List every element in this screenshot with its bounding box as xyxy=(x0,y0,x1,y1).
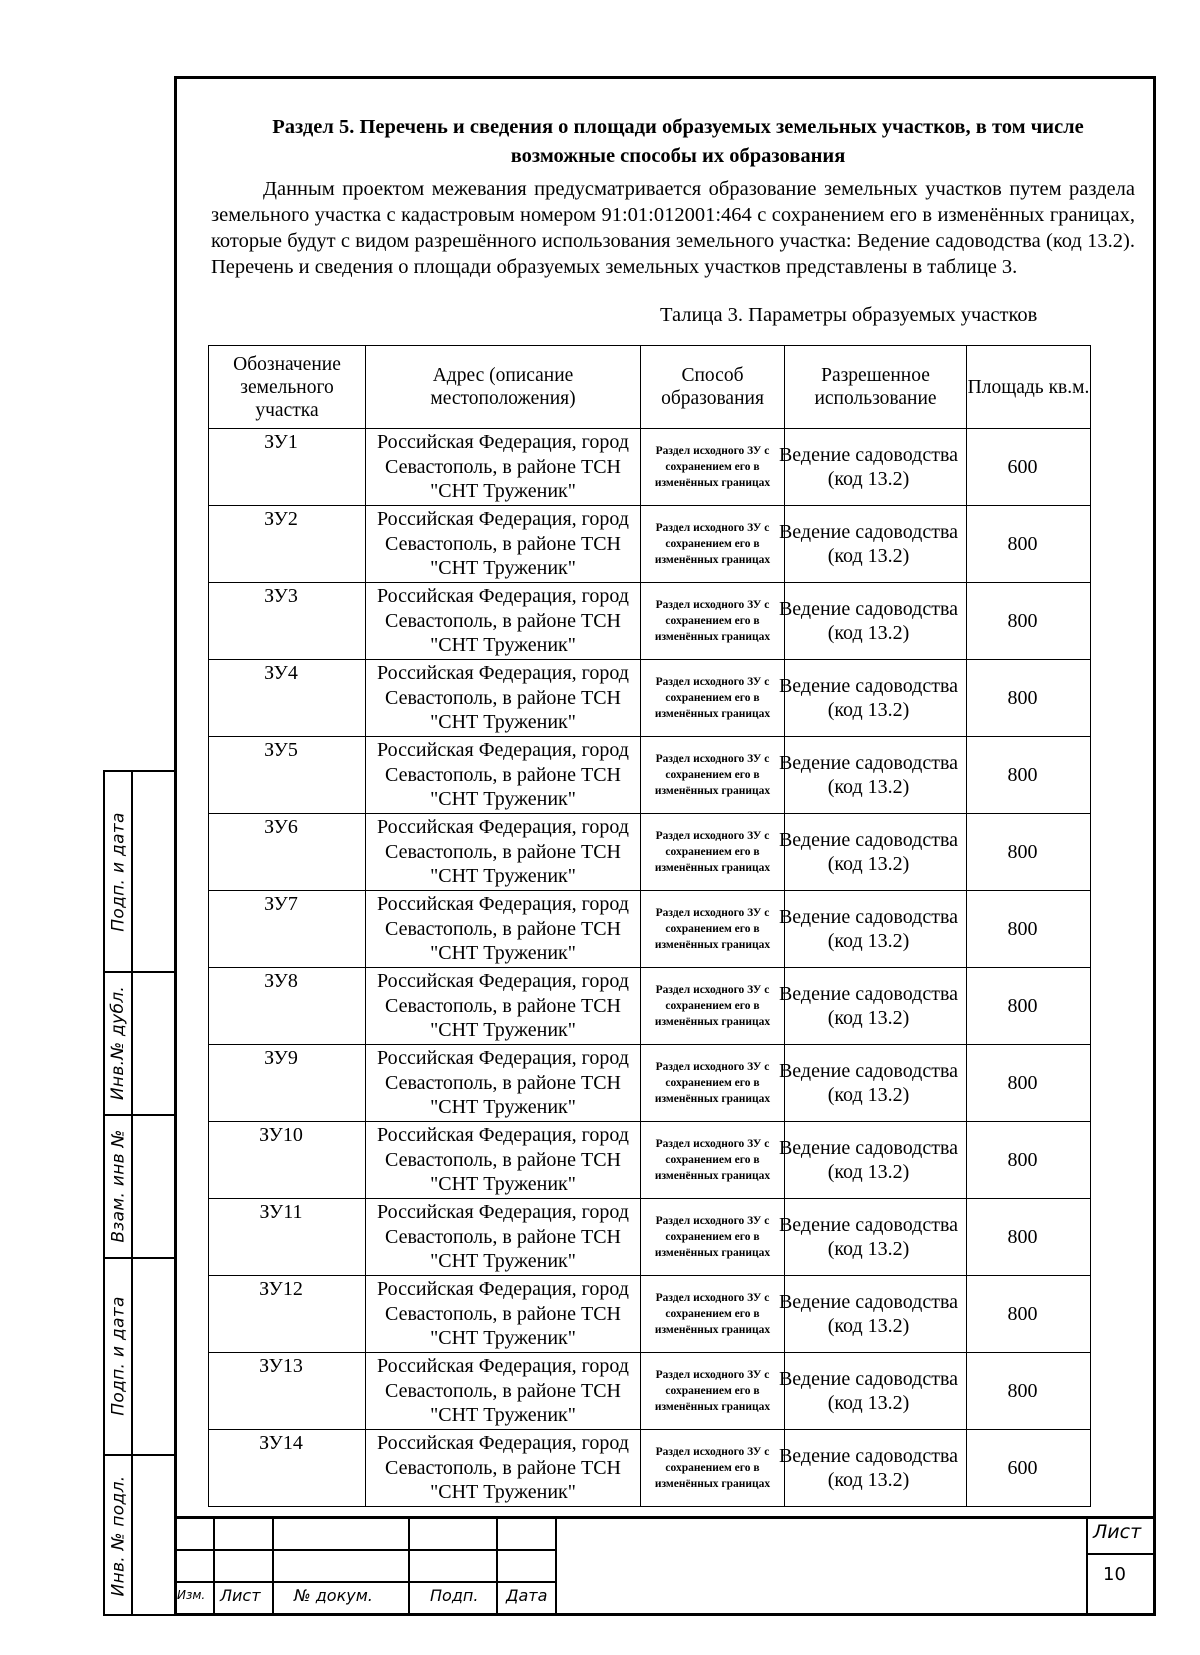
cell-address: Российская Федерация, город Севастополь, в районе ТСН "СНТ Труженик" xyxy=(366,583,641,660)
cell-method: Раздел исходного ЗУ с сохранением его в изменённых границах xyxy=(641,968,785,1045)
cell-id: ЗУ3 xyxy=(209,583,366,660)
cell-address: Российская Федерация, город Севастополь, в районе ТСН "СНТ Труженик" xyxy=(366,506,641,583)
intro-text: Данным проектом межевания предусматривается образование земельных участков путем раздела земельного участка с кадастровым номером 91:01:012001:464 с сохранением его в изменённых границах, которые будут с видом разрешённого использования земельного участка: Ведение садоводства (код 13.2). Перечень и сведения о площади образуемых земельных участков представлены в таблице 3. xyxy=(211,178,1135,278)
stamp-label-date: Дата xyxy=(506,1586,548,1605)
cell-use: Ведение садоводства (код 13.2) xyxy=(785,968,967,1045)
table-row xyxy=(209,583,1091,660)
cell-id: ЗУ10 xyxy=(209,1122,366,1199)
cell-use: Ведение садоводства (код 13.2) xyxy=(785,506,967,583)
cell-id: ЗУ14 xyxy=(209,1430,366,1507)
cell-area: 800 xyxy=(967,814,1091,891)
table-row xyxy=(209,660,1091,737)
cell-id: ЗУ5 xyxy=(209,737,366,814)
stamp-label-sign: Подп. xyxy=(430,1586,479,1605)
cell-id: ЗУ9 xyxy=(209,1045,366,1122)
cell-id: ЗУ2 xyxy=(209,506,366,583)
cell-address: Российская Федерация, город Севастополь, в районе ТСН "СНТ Труженик" xyxy=(366,1045,641,1122)
table-row xyxy=(209,429,1091,506)
cell-method: Раздел исходного ЗУ с сохранением его в изменённых границах xyxy=(641,1353,785,1430)
table-row xyxy=(209,737,1091,814)
cell-area: 600 xyxy=(967,429,1091,506)
cell-id: ЗУ11 xyxy=(209,1199,366,1276)
cell-method: Раздел исходного ЗУ с сохранением его в изменённых границах xyxy=(641,1430,785,1507)
cell-address: Российская Федерация, город Севастополь, в районе ТСН "СНТ Труженик" xyxy=(366,1122,641,1199)
cell-use: Ведение садоводства (код 13.2) xyxy=(785,1430,967,1507)
cell-use: Ведение садоводства (код 13.2) xyxy=(785,1353,967,1430)
sheet-number: 10 xyxy=(1103,1564,1126,1585)
section-heading xyxy=(218,113,1138,171)
table-row xyxy=(209,891,1091,968)
cell-use: Ведение садоводства (код 13.2) xyxy=(785,891,967,968)
cell-address: Российская Федерация, город Севастополь, в районе ТСН "СНТ Труженик" xyxy=(366,891,641,968)
cell-address: Российская Федерация, город Севастополь, в районе ТСН "СНТ Труженик" xyxy=(366,737,641,814)
cell-method: Раздел исходного ЗУ с сохранением его в изменённых границах xyxy=(641,1199,785,1276)
table-row xyxy=(209,814,1091,891)
header-address: Адрес (описание местоположения) xyxy=(366,346,641,429)
header-use: Разрешенное использование xyxy=(785,346,967,429)
cell-method: Раздел исходного ЗУ с сохранением его в изменённых границах xyxy=(641,506,785,583)
stamp-label-change: Изм. xyxy=(177,1588,206,1602)
side-stamp-divider xyxy=(131,772,133,1614)
parameters-table xyxy=(208,345,1091,1507)
cell-address: Российская Федерация, город Севастополь, в районе ТСН "СНТ Труженик" xyxy=(366,429,641,506)
cell-use: Ведение садоводства (код 13.2) xyxy=(785,737,967,814)
cell-area: 800 xyxy=(967,1276,1091,1353)
cell-address: Российская Федерация, город Севастополь, в районе ТСН "СНТ Труженик" xyxy=(366,1199,641,1276)
cell-id: ЗУ1 xyxy=(209,429,366,506)
cell-area: 800 xyxy=(967,583,1091,660)
cell-method: Раздел исходного ЗУ с сохранением его в изменённых границах xyxy=(641,737,785,814)
cell-use: Ведение садоводства (код 13.2) xyxy=(785,1276,967,1353)
side-label-orig-inv: Инв. № подл. xyxy=(108,1475,129,1597)
cell-area: 800 xyxy=(967,660,1091,737)
stamp-label-doc: № докум. xyxy=(294,1586,373,1605)
table-row xyxy=(209,506,1091,583)
header-method: Способ образования xyxy=(641,346,785,429)
cell-use: Ведение садоводства (код 13.2) xyxy=(785,814,967,891)
cell-id: ЗУ12 xyxy=(209,1276,366,1353)
cell-id: ЗУ8 xyxy=(209,968,366,1045)
side-label-sign-date-2: Подп. и дата xyxy=(108,1295,129,1416)
stamp-label-sheet: Лист xyxy=(220,1586,261,1605)
cell-method: Раздел исходного ЗУ с сохранением его в изменённых границах xyxy=(641,891,785,968)
side-label-replace-inv: Взам. инв № xyxy=(108,1128,129,1243)
section-title-line2: возможные способы их образования xyxy=(510,145,846,167)
cell-use: Ведение садоводства (код 13.2) xyxy=(785,1122,967,1199)
table-row xyxy=(209,968,1091,1045)
cell-area: 800 xyxy=(967,968,1091,1045)
cell-address: Российская Федерация, город Севастополь, в районе ТСН "СНТ Труженик" xyxy=(366,660,641,737)
intro-paragraph xyxy=(211,176,1135,280)
cell-area: 800 xyxy=(967,737,1091,814)
cell-id: ЗУ7 xyxy=(209,891,366,968)
cell-area: 800 xyxy=(967,1045,1091,1122)
cell-area: 800 xyxy=(967,891,1091,968)
cell-address: Российская Федерация, город Севастополь, в районе ТСН "СНТ Труженик" xyxy=(366,1353,641,1430)
cell-use: Ведение садоводства (код 13.2) xyxy=(785,1199,967,1276)
side-label-dup-inv: Инв.№ дубл. xyxy=(108,985,129,1100)
cell-address: Российская Федерация, город Севастополь, в районе ТСН "СНТ Труженик" xyxy=(366,968,641,1045)
table-row xyxy=(209,1353,1091,1430)
cell-area: 800 xyxy=(967,1199,1091,1276)
cell-method: Раздел исходного ЗУ с сохранением его в изменённых границах xyxy=(641,814,785,891)
cell-address: Российская Федерация, город Севастополь, в районе ТСН "СНТ Труженик" xyxy=(366,814,641,891)
table-row xyxy=(209,1430,1091,1507)
cell-area: 800 xyxy=(967,1353,1091,1430)
table-row xyxy=(209,1199,1091,1276)
cell-area: 800 xyxy=(967,506,1091,583)
cell-method: Раздел исходного ЗУ с сохранением его в изменённых границах xyxy=(641,1122,785,1199)
cell-address: Российская Федерация, город Севастополь, в районе ТСН "СНТ Труженик" xyxy=(366,1430,641,1507)
side-stamp xyxy=(103,770,174,1616)
cell-method: Раздел исходного ЗУ с сохранением его в изменённых границах xyxy=(641,660,785,737)
cell-id: ЗУ6 xyxy=(209,814,366,891)
table-row xyxy=(209,1122,1091,1199)
cell-id: ЗУ13 xyxy=(209,1353,366,1430)
cell-use: Ведение садоводства (код 13.2) xyxy=(785,1045,967,1122)
bottom-stamp xyxy=(174,1516,1156,1616)
cell-method: Раздел исходного ЗУ с сохранением его в изменённых границах xyxy=(641,1045,785,1122)
cell-use: Ведение садоводства (код 13.2) xyxy=(785,583,967,660)
cell-area: 600 xyxy=(967,1430,1091,1507)
section-title-line1: Раздел 5. Перечень и сведения о площади образуемых земельных участков, в том числе xyxy=(272,116,1084,138)
side-label-sign-date-1: Подп. и дата xyxy=(108,811,129,932)
table-row xyxy=(209,1045,1091,1122)
table-row xyxy=(209,1276,1091,1353)
table-header-row xyxy=(209,346,1091,429)
header-id: Обозначение земельного участка xyxy=(209,346,366,429)
cell-method: Раздел исходного ЗУ с сохранением его в изменённых границах xyxy=(641,429,785,506)
cell-use: Ведение садоводства (код 13.2) xyxy=(785,429,967,506)
sheet-label: Лист xyxy=(1093,1521,1142,1543)
cell-method: Раздел исходного ЗУ с сохранением его в изменённых границах xyxy=(641,1276,785,1353)
header-area: Площадь кв.м. xyxy=(967,346,1091,429)
cell-method: Раздел исходного ЗУ с сохранением его в изменённых границах xyxy=(641,583,785,660)
table-caption: Талица 3. Параметры образуемых участков xyxy=(660,304,1038,326)
cell-area: 800 xyxy=(967,1122,1091,1199)
cell-address: Российская Федерация, город Севастополь, в районе ТСН "СНТ Труженик" xyxy=(366,1276,641,1353)
cell-use: Ведение садоводства (код 13.2) xyxy=(785,660,967,737)
cell-id: ЗУ4 xyxy=(209,660,366,737)
